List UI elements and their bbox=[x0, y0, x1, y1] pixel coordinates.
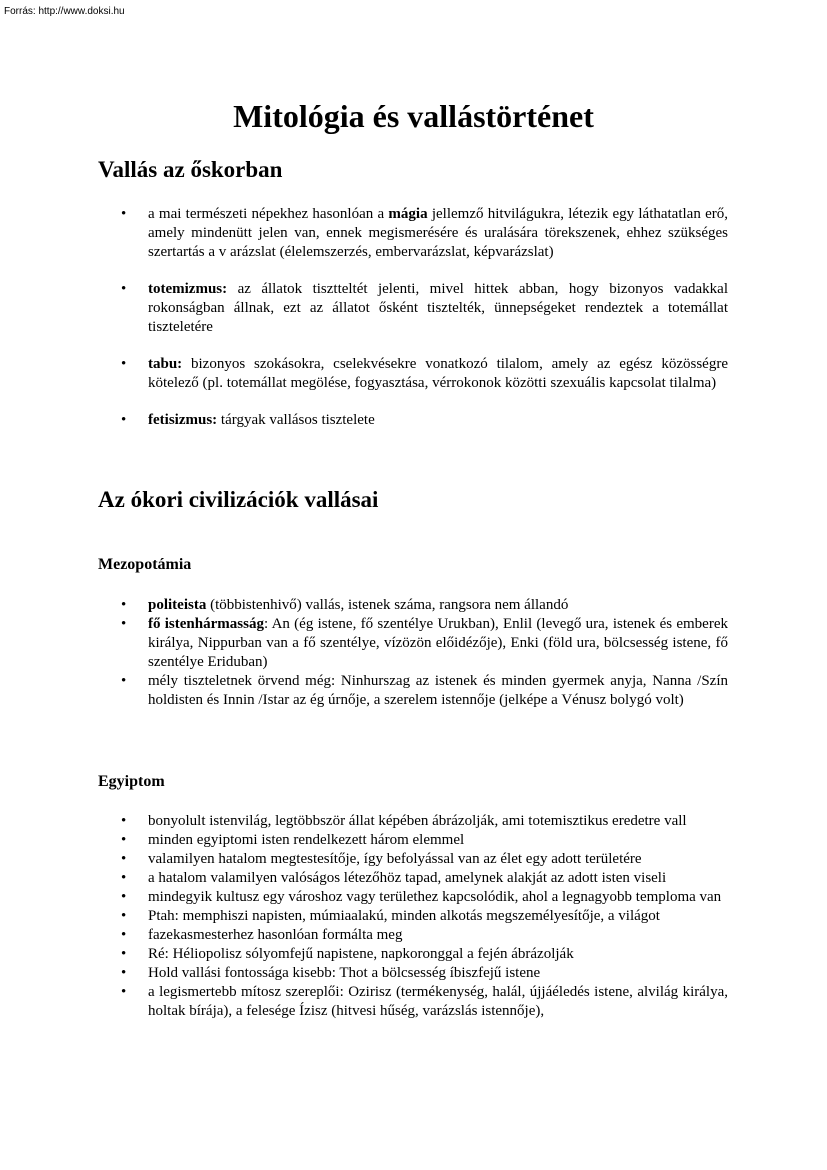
list-item: • a mai természeti népekhez hasonlóan a mágia jellemző hitvilágukra, létezik egy láthatatlan erő, amely mindenütt jelen van, ennek megismerésére és uralására törekszenek, ehhez szükséges szertartás a v arázslat (élelemszerzés, embervarázslat, képvarázslat) bbox=[0, 205, 728, 262]
list-item: • politeista (többistenhivő) vallás, istenek száma, rangsora nem állandó bbox=[0, 596, 728, 615]
list-item: • mély tiszteletnek örvend még: Ninhurszag az istenek és minden gyermek anyja, Nanna /Szín holdisten és Innin /Istar az ég úrnője, a szerelem istennője (jelképe a Vénusz bolygó volt) bbox=[0, 672, 728, 710]
page-title: Mitológia és vallástörténet bbox=[233, 98, 594, 134]
list-item: • Ré: Héliopolisz sólyomfejű napistene, napkoronggal a fején ábrázolják bbox=[0, 945, 728, 964]
list-item: • mindegyik kultusz egy városhoz vagy területhez kapcsolódik, ahol a legnagyobb temploma van bbox=[0, 888, 728, 907]
list-item: • valamilyen hatalom megtestesítője, így befolyással van az élet egy adott területére bbox=[0, 850, 728, 869]
egyiptom-list bbox=[0, 812, 728, 1021]
prehistory-list bbox=[0, 205, 728, 448]
list-item: • Hold vallási fontossága kisebb: Thot a bölcsesség íbiszfejű istene bbox=[0, 964, 728, 983]
list-item: • fő istenhármasság: An (ég istene, fő szentélye Urukban), Enlil (levegő ura, istenek és emberek királya, Nippurban van a fő szentélye, vízözön előidézője), Enki (föld ura, bölcsesség istene, fő szentélye Eriduban) bbox=[0, 615, 728, 672]
list-item: • a hatalom valamilyen valóságos létezőhöz tapad, amelynek alakját az adott isten viseli bbox=[0, 869, 728, 888]
section-heading-prehistory: Vallás az őskorban bbox=[98, 157, 283, 182]
list-item: • totemizmus: az állatok tisztteltét jelenti, mivel hittek abban, hogy bizonyos vadakkal rokonságban állnak, ezt az állatot ősként tisztelték, ünnepségeket rendeztek a totemállat tiszteletére bbox=[0, 280, 728, 337]
list-item: • a legismertebb mítosz szereplői: Ozirisz (termékenység, halál, újjáéledés istene, alvilág királya, holtak bírája), a felesége Ízisz (hitvesi hűség, varázslás istennője), bbox=[0, 983, 728, 1021]
list-item: • tabu: bizonyos szokásokra, cselekvésekre vonatkozó tilalom, amely az egész közösségre kötelező (pl. totemállat megölése, fogyasztása, vérrokonok közötti szexuális kapcsolat tilalma) bbox=[0, 355, 728, 393]
list-item: • minden egyiptomi isten rendelkezett három elemmel bbox=[0, 831, 728, 850]
subheading-mezopotamia: Mezopotámia bbox=[98, 556, 192, 573]
mezopotamia-list bbox=[0, 596, 728, 710]
list-item: • Ptah: memphiszi napisten, múmiaalakú, minden alkotás megszemélyesítője, a világot bbox=[0, 907, 728, 926]
section-heading-ancient: Az ókori civilizációk vallásai bbox=[98, 487, 379, 512]
list-item: • bonyolult istenvilág, legtöbbször állat képében ábrázolják, ami totemisztikus eredetre vall bbox=[0, 812, 728, 831]
list-item: • fazekasmesterhez hasonlóan formálta meg bbox=[0, 926, 728, 945]
source-label: Forrás: http://www.doksi.hu bbox=[4, 6, 125, 17]
subheading-egyiptom: Egyiptom bbox=[98, 773, 165, 790]
list-item: • fetisizmus: tárgyak vallásos tisztelete bbox=[0, 411, 728, 430]
